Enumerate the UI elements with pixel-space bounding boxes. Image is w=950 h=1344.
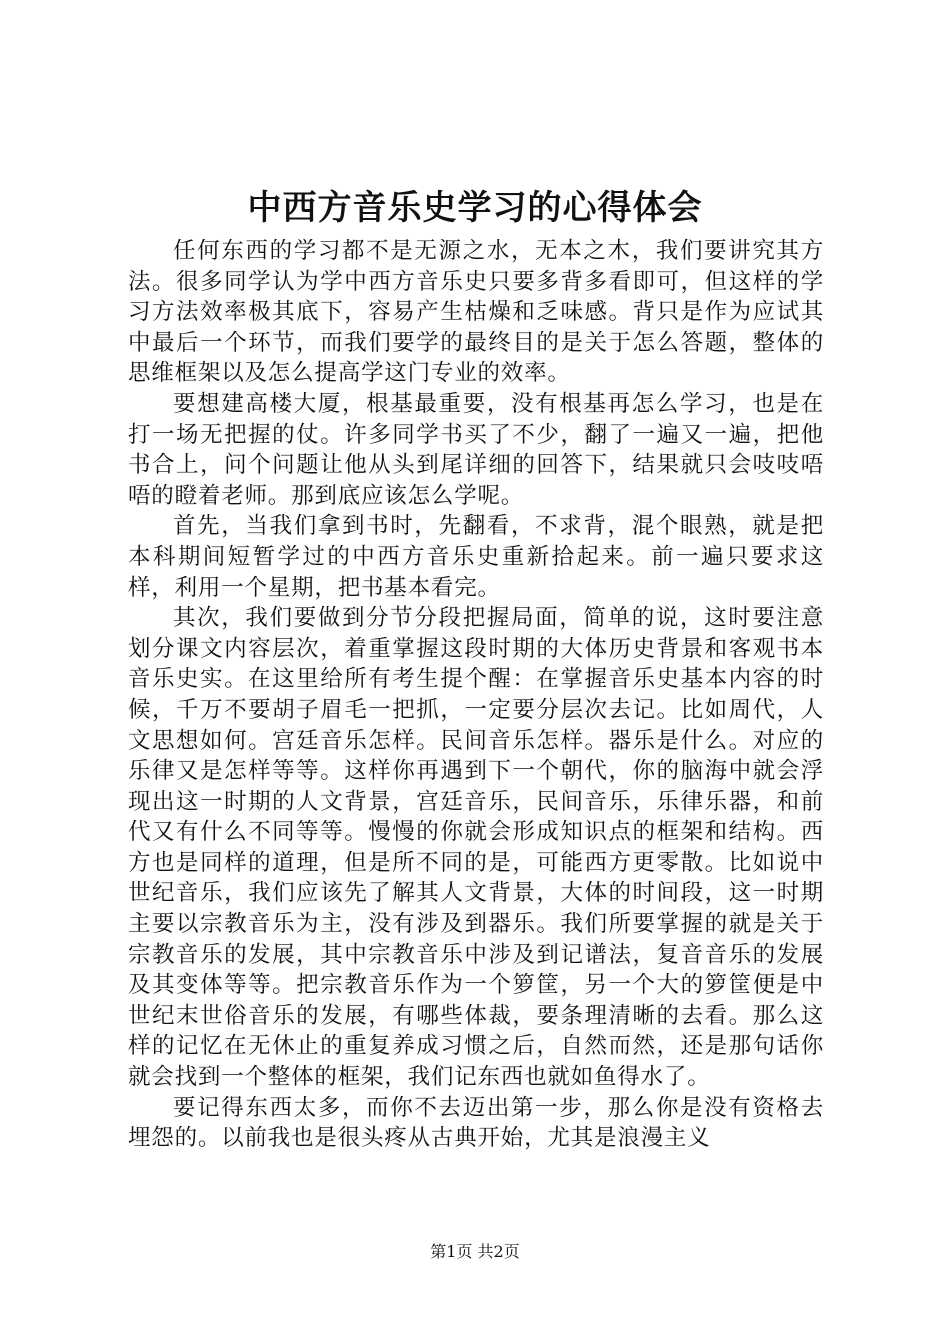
paragraph-4: 其次，我们要做到分节分段把握局面，简单的说，这时要注意划分课文内容层次，着重掌握这段时期的大体历史背景和客观书本音乐史实。在这里给所有考生提个醒：在掌握音乐史基本内容的时候，千万不要胡子眉毛一把抓，一定要分层次去记。比如周代，人文思想如何。宫廷音乐怎样。民间音乐怎样。器乐是什么。对应的乐律又是怎样等等。这样你再遇到下一个朝代，你的脑海中就会浮现出这一时期的人文背景，宫廷音乐，民间音乐，乐律乐器，和前代又有什么不同等等。慢慢的你就会形成知识点的框架和结构。西方也是同样的道理，但是所不同的是，可能西方更零散。比如说中世纪音乐，我们应该先了解其人文背景，大体的时间段，这一时期主要以宗教音乐为主，没有涉及到器乐。我们所要掌握的就是关于宗教音乐的发展，其中宗教音乐中涉及到记谱法，复音音乐的发展及其变体等等。把宗教音乐作为一个箩筐，另一个大的箩筐便是中世纪末世俗音乐的发展，有哪些体裁，要条理清晰的去看。那么这样的记忆在无休止的重复养成习惯之后，自然而然，还是那句话你就会找到一个整体的框架，我们记东西也就如鱼得水了。 — [128, 605, 824, 1091]
paragraph-3: 首先，当我们拿到书时，先翻看，不求背，混个眼熟，就是把本科期间短暂学过的中西方音乐史重新拾起来。前一遍只要求这样，利用一个星期，把书基本看完。 — [128, 513, 824, 601]
paragraph-1: 任何东西的学习都不是无源之水，无本之木，我们要讲究其方法。很多同学认为学中西方音乐史只要多背多看即可，但这样的学习方法效率极其底下，容易产生枯燥和乏味感。背只是作为应试其中最后一个环节，而我们要学的最终目的是关于怎么答题，整体的思维框架以及怎么提高学这门专业的效率。 — [128, 238, 824, 387]
document-title: 中西方音乐史学习的心得体会 — [247, 188, 703, 228]
paragraph-5: 要记得东西太多，而你不去迈出第一步，那么你是没有资格去埋怨的。以前我也是很头疼从古典开始，尤其是浪漫主义 — [128, 1094, 824, 1152]
document-body — [128, 236, 824, 1154]
page-footer: 第1页 共2页 — [430, 1242, 520, 1261]
paragraph-2: 要想建高楼大厦，根基最重要，没有根基再怎么学习，也是在打一场无把握的仗。许多同学书买了不少，翻了一遍又一遍，把他书合上，问个问题让他从头到尾详细的回答下，结果就只会吱吱唔唔的瞪着老师。那到底应该怎么学呢。 — [128, 390, 824, 509]
